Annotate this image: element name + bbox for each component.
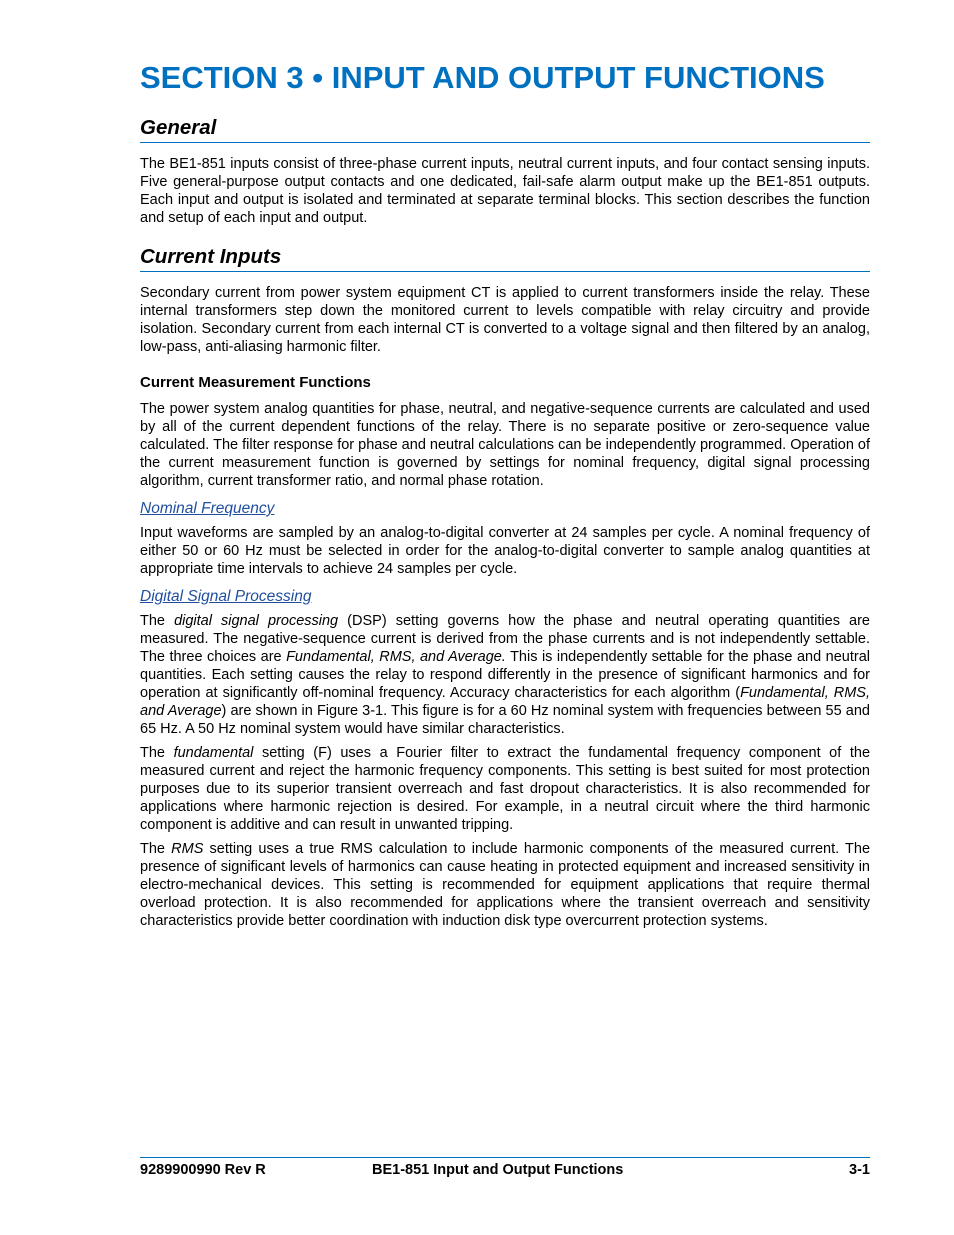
emphasis-text: digital signal processing — [174, 613, 339, 629]
paragraph-dsp-3 — [140, 840, 870, 930]
document-page — [140, 56, 870, 930]
heading-current-inputs: Current Inputs — [140, 245, 870, 272]
footer-doc-number: 9289900990 Rev R — [140, 1162, 266, 1178]
emphasis-text: fundamental — [173, 745, 254, 761]
text-span: This is independently settable for the phase and neutral quantities. Each setting causes the relay to respond differently in the presence of significant harmonics and for operation at significantly off-nominal frequency. Accuracy characteristics for each algorithm ( — [140, 649, 870, 701]
text-span: The — [140, 745, 174, 761]
heading-nominal-frequency[interactable]: Nominal Frequency — [140, 500, 275, 517]
text-span: ) are shown in Figure 3-1. This figure is for a 60 Hz nominal system with frequencies between 55 and 65 Hz. A 50 Hz nominal system would have similar characteristics. — [140, 703, 870, 737]
heading-digital-signal-processing[interactable]: Digital Signal Processing — [140, 588, 312, 605]
paragraph-dsp-2 — [140, 744, 870, 834]
text-span: (DSP) setting governs how the phase and neutral operating quantities are measured. The negative-sequence current is derived from the phase currents and is not independently settable. The three choices are — [140, 613, 870, 665]
text-span: The — [140, 613, 175, 629]
emphasis-text: RMS — [171, 841, 204, 857]
footer-page-number: 3-1 — [849, 1162, 870, 1178]
heading-current-measurement-functions: Current Measurement Functions — [140, 374, 371, 391]
text-span: The — [140, 841, 172, 857]
emphasis-text: Fundamental, RMS, and Average — [140, 685, 870, 719]
paragraph-current-measurement: The power system analog quantities for phase, neutral, and negative-sequence currents are calculated and used by all of the current dependent functions of the relay. There is no separate positive or zero-sequence value calculated. The filter response for phase and neutral calculations can be independently programmed. Operation of the current measurement function is governed by settings for nominal frequency, digital signal processing algorithm, current transformer ratio, and normal phase rotation. — [140, 401, 871, 489]
text-span: setting (F) uses a Fourier filter to extract the fundamental frequency component of the measured current and reject the harmonic frequency components. This setting is best suited for most protection purposes due to its superior transient overreach and fast dropout characteristics. It is also recommended for applications where harmonic rejection is desired. For example, in a neutral circuit where the third harmonic component is additive and can result in unwanted tripping. — [140, 745, 871, 833]
text-span: setting uses a true RMS calculation to include harmonic components of the measured current. The presence of significant levels of harmonics can cause heating in protected equipment and increased sensitivity in electro-mechanical devices. This setting is recommended for equipment applications that require thermal overload protection. It is also recommended for applications where the transient overreach and sensitivity characteristics provide better coordination with induction disk type overcurrent protection systems. — [140, 841, 871, 929]
emphasis-text: Fundamental, RMS, and Average. — [286, 649, 506, 665]
paragraph-nominal-frequency: Input waveforms are sampled by an analog-to-digital converter at 24 samples per cycle. A nominal frequency of either 50 or 60 Hz must be selected in order for the analog-to-digital converter to sample analog quantities at appropriate time intervals to achieve 24 samples per cycle. — [140, 525, 870, 577]
footer-doc-title: BE1-851 Input and Output Functions — [372, 1162, 624, 1178]
section-title: SECTION 3 • INPUT AND OUTPUT FUNCTIONS — [140, 60, 825, 95]
page-footer — [140, 1157, 870, 1179]
heading-general: General — [140, 116, 870, 143]
paragraph-dsp-1 — [140, 612, 870, 738]
paragraph-general: The BE1-851 inputs consist of three-phase current inputs, neutral current inputs, and four contact sensing inputs. Five general-purpose output contacts and one dedicated, fail-safe alarm output make up the BE1-851 outputs. Each input and output is isolated and terminated at separate terminal blocks. This section describes the function and setup of each input and output. — [140, 156, 870, 226]
paragraph-current-inputs: Secondary current from power system equipment CT is applied to current transformers inside the relay. These internal transformers step down the monitored current to levels compatible with relay circuitry and provide isolation. Secondary current from each internal CT is converted to a voltage signal and then filtered by an analog, low-pass, anti-aliasing harmonic filter. — [140, 285, 870, 355]
